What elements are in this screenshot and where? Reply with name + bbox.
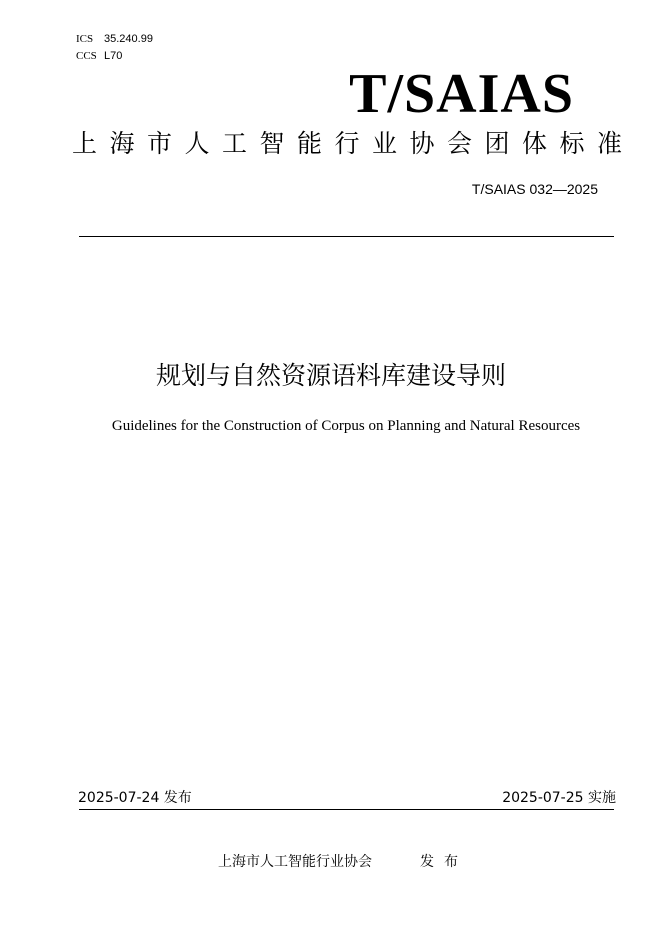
top-divider — [79, 236, 614, 237]
document-title-chinese: 规划与自然资源语料库建设导则 — [155, 361, 506, 390]
publish-label: 发布 — [420, 854, 468, 870]
standard-logo: T/SAIAS — [349, 63, 574, 125]
ics-label: ICS — [76, 33, 94, 45]
ccs-label: CCS — [76, 50, 97, 62]
classification-codes — [76, 31, 153, 65]
publisher-name: 上海市人工智能行业协会 — [218, 854, 372, 870]
bottom-divider — [79, 809, 614, 810]
ics-row — [76, 31, 153, 48]
publish-date: 2025-07-24 发布 — [78, 790, 192, 806]
document-title-english: Guidelines for the Construction of Corpus on Planning and Natural Resources — [111, 418, 581, 434]
implementation-date: 2025-07-25 实施 — [502, 790, 616, 806]
standard-number: T/SAIAS 032—2025 — [471, 181, 598, 197]
ics-value: 35.240.99 — [104, 33, 153, 45]
association-standard-title: 上海市人工智能行业协会团体标准 — [72, 129, 635, 158]
ccs-value: L70 — [104, 50, 123, 62]
ccs-row — [76, 48, 153, 65]
